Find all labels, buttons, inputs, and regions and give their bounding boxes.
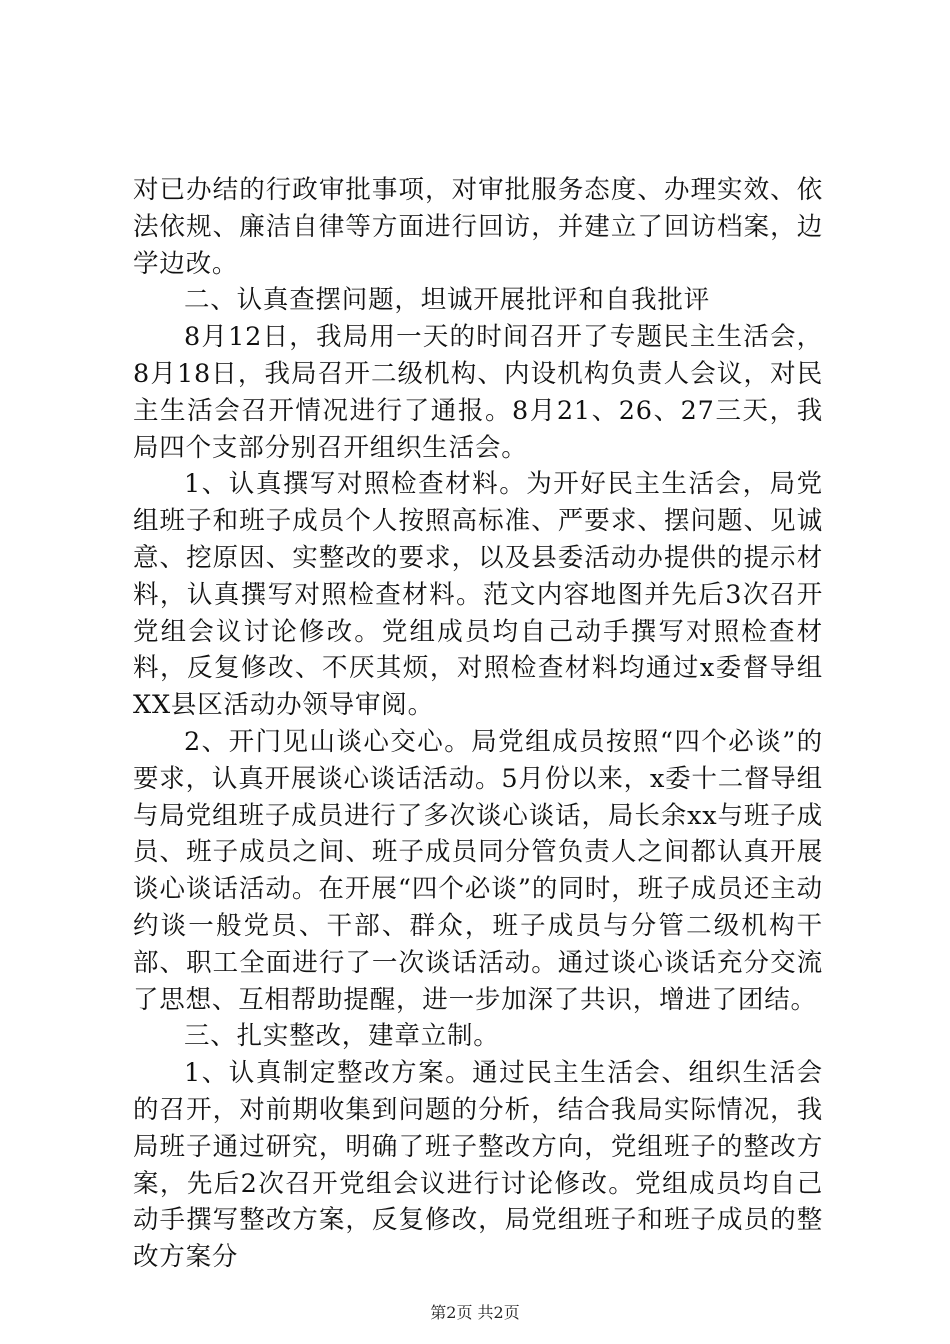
paragraph-continuation: 对已办结的行政审批事项，对审批服务态度、办理实效、依法依规、廉洁自律等方面进行回访，并建立了回访档案，边学边改。 [133,175,823,279]
paragraph-talks: 2、开门见山谈心交心。局党组成员按照“四个必谈”的要求，认真开展谈心谈话活动。5月份以来，x委十二督导组与局党组班子成员进行了多次谈心谈话，局长余xx与班子成员、班子成员之间、班子成员同分管负责人之间都认真开展谈心谈话活动。在开展“四个必谈”的同时，班子成员还主动约谈一般党员、干部、群众，班子成员与分管二级机构干部、职工全面进行了一次谈话活动。通过谈心谈话充分交流了思想、互相帮助提醒，进一步加深了共识，增进了团结。 [133,726,823,1015]
paragraph-meetings: 8月12日，我局用一天的时间召开了专题民主生活会，8月18日，我局召开二级机构、内设机构负责人会议，对民主生活会召开情况进行了通报。8月21、26、27三天，我局四个支部分别召开组织生活会。 [133,322,823,463]
section-heading-2: 二、认真查摆问题，坦诚开展批评和自我批评 [184,285,711,316]
section-heading-3: 三、扎实整改，建章立制。 [184,1021,500,1052]
paragraph-materials: 1、认真撰写对照检查材料。为开好民主生活会，局党组班子和班子成员个人按照高标准、严要求、摆问题、见诚意、挖原因、实整改的要求，以及县委活动办提供的提示材料，认真撰写对照检查材料。范文内容地图并先后3次召开党组会议讨论修改。党组成员均自己动手撰写对照检查材料，反复修改、不厌其烦，对照检查材料均通过x委督导组XX县区活动办领导审阅。 [133,469,823,721]
paragraph-rectification: 1、认真制定整改方案。通过民主生活会、组织生活会的召开，对前期收集到问题的分析，结合我局实际情况，我局班子通过研究，明确了班子整改方向，党组班子的整改方案，先后2次召开党组会议进行讨论修改。党组成员均自己动手撰写整改方案，反复修改，局党组班子和班子成员的整改方案分 [133,1058,823,1273]
document-body [133,172,823,1276]
page-footer: 第2页 共2页 [430,1303,520,1322]
